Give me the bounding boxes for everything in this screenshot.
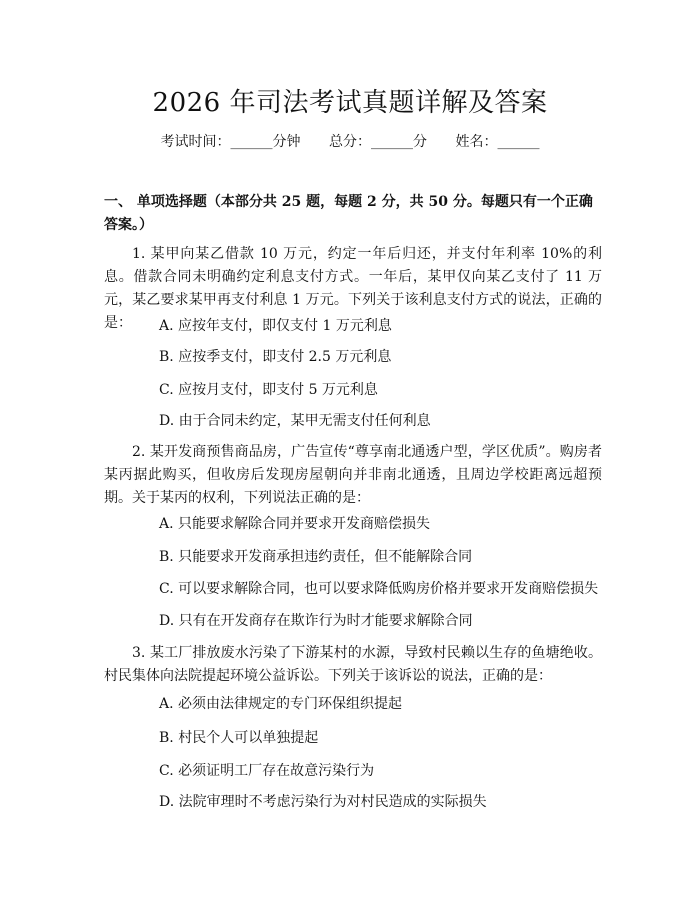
question-3-option-b: B. 村民个人可以单独提起 bbox=[159, 730, 319, 746]
exam-meta bbox=[0, 131, 700, 151]
question-3-option-d: D. 法院审理时不考虑污染行为对村民造成的实际损失 bbox=[159, 794, 487, 810]
question-3-stem: 3. 某工厂排放废水污染了下游某村的水源，导致村民赖以生存的鱼塘绝收。村民集体向法院提起环境公益诉讼。下列关于该诉讼的说法，正确的是： bbox=[104, 645, 602, 684]
page-title: 2026 年司法考试真题详解及答案 bbox=[152, 88, 548, 118]
total-score-field: 总分：______分 bbox=[329, 134, 427, 150]
question-2-option-b: B. 只能要求开发商承担违约责任，但不能解除合同 bbox=[159, 549, 473, 565]
question-2-option-a: A. 只能要求解除合同并要求开发商赔偿损失 bbox=[159, 516, 431, 532]
question-1-option-b: B. 应按季支付，即支付 2.5 万元利息 bbox=[159, 349, 392, 365]
section-heading: 一、 单项选择题（本部分共 25 题，每题 2 分，共 50 分。每题只有一个正确答案。） bbox=[104, 194, 593, 233]
question-2-option-c: C. 可以要求解除合同，也可以要求降低购房价格并要求开发商赔偿损失 bbox=[159, 581, 599, 597]
question-1-option-a: A. 应按年支付，即仅支付 1 万元利息 bbox=[159, 318, 392, 334]
question-2-stem: 2. 某开发商预售商品房，广告宣传“尊享南北通透户型，学区优质”。购房者某丙据此购买，但收房后发现房屋朝向并非南北通透，且周边学校距离远超预期。关于某丙的权利，下列说法正确的是： bbox=[104, 444, 602, 506]
question-1-option-d: D. 由于合同未约定，某甲无需支付任何利息 bbox=[159, 413, 431, 429]
question-1-option-c: C. 应按月支付，即支付 5 万元利息 bbox=[159, 382, 378, 398]
question-1-stem: 1. 某甲向某乙借款 10 万元，约定一年后归还，并支付年利率 10%的利息。借款合同未明确约定利息支付方式。一年后，某甲仅向某乙支付了 11 万元，某乙要求某甲再支付利息 1 万元。下列关于该利息支付方式的说法，正确的是： bbox=[104, 246, 602, 331]
question-3-option-a: A. 必须由法律规定的专门环保组织提起 bbox=[159, 696, 403, 712]
exam-time-field: 考试时间：______分钟 bbox=[160, 134, 301, 150]
student-name-field: 姓名：______ bbox=[455, 134, 540, 150]
question-3-option-c: C. 必须证明工厂存在故意污染行为 bbox=[159, 763, 375, 779]
question-2-option-d: D. 只有在开发商存在欺诈行为时才能要求解除合同 bbox=[159, 613, 473, 629]
